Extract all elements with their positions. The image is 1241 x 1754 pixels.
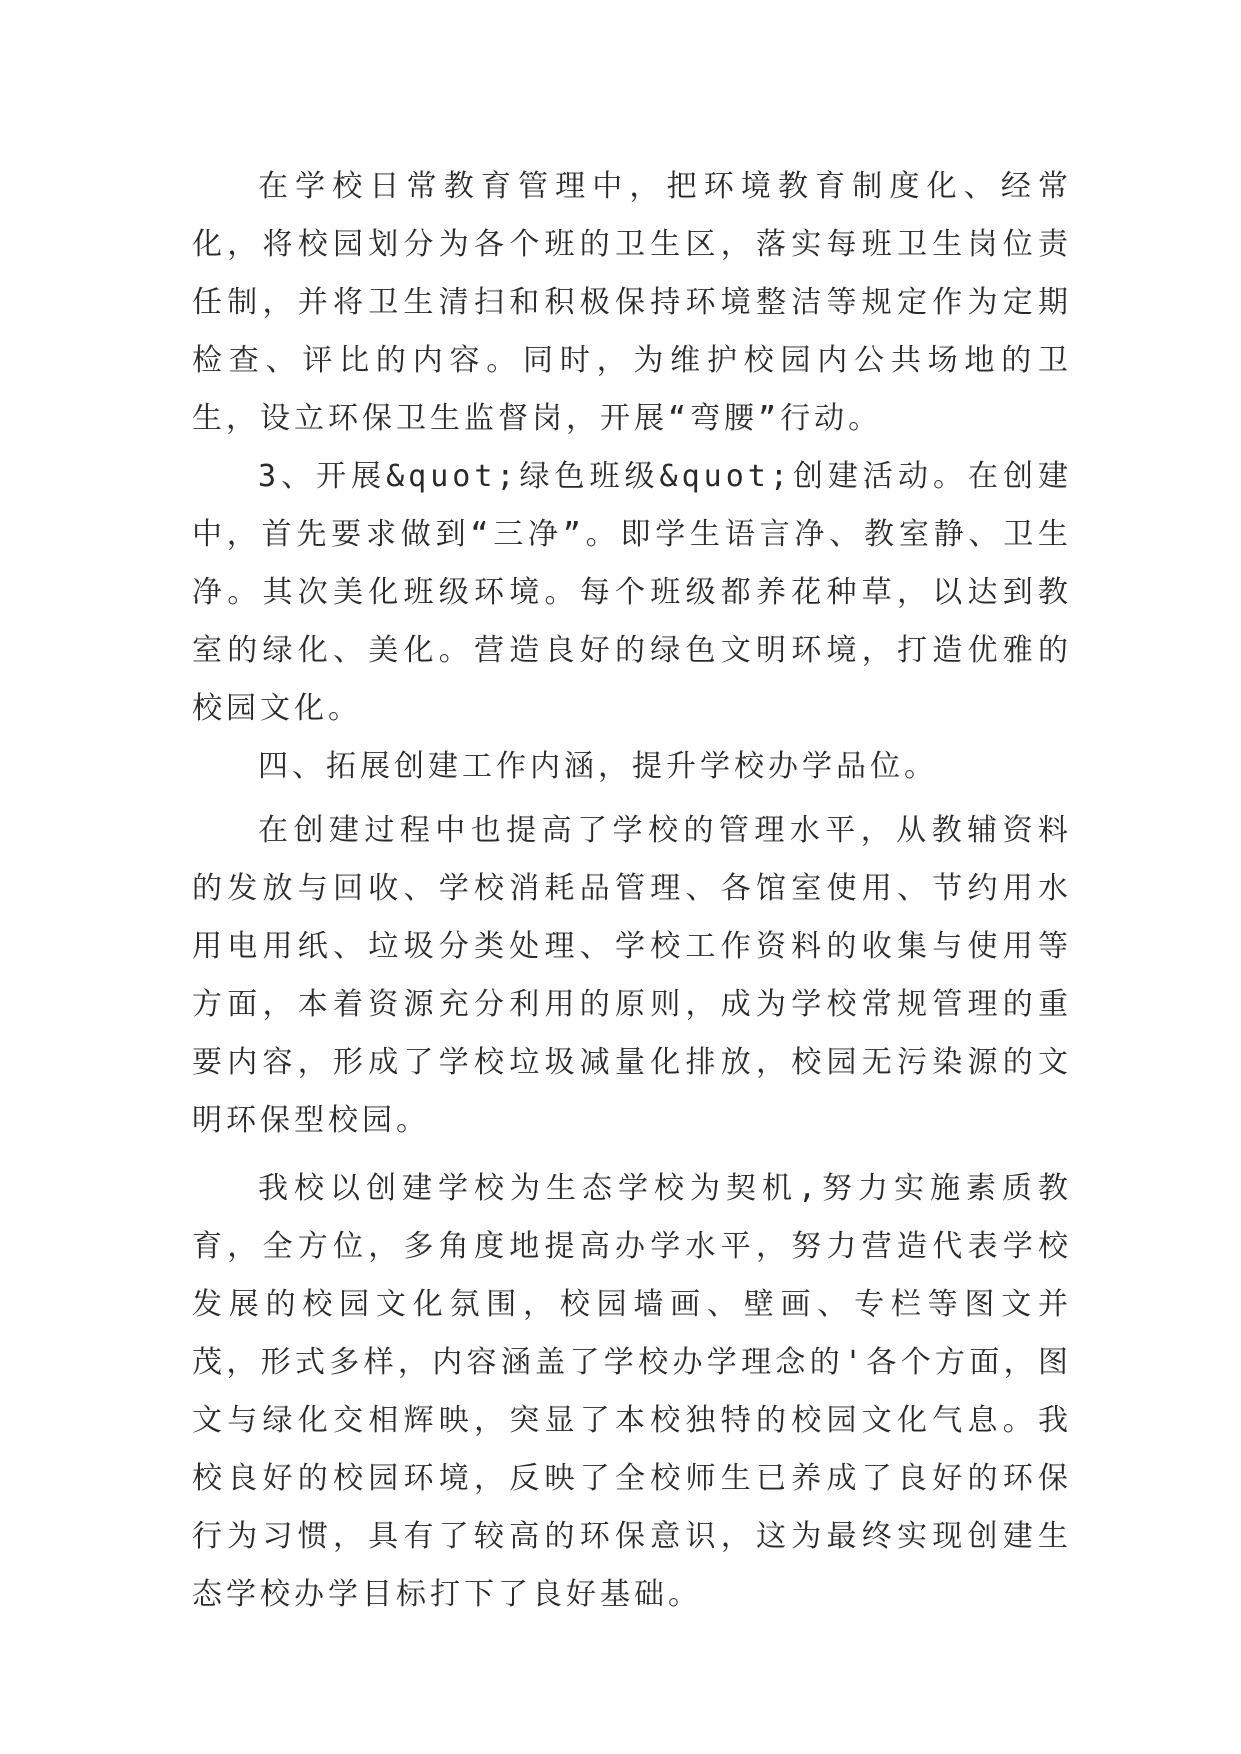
section-heading-four: 四、拓展创建工作内涵，提升学校办学品位。 <box>258 749 938 784</box>
paragraph-campus-culture: 我校以创建学校为生态学校为契机,努力实施素质教育，全方位，多角度地提高办学水平，努力营造代表学校发展的校园文化氛围，校园墙画、壁画、专栏等图文并茂，形式多样，内容涵盖了学校办学理念的'各个方面，图文与绿化交相辉映，突显了本校独特的校园文化气息。我校良好的校园环境，反映了全校师生已养成了良好的环保行为习惯，具有了较高的环保意识，这为最终实现创建生态学校办学目标打下了良好基础。 <box>192 1171 1072 1612</box>
paragraph-management-level: 在创建过程中也提高了学校的管理水平，从教辅资料的发放与回收、学校消耗品管理、各馆室使用、节约用水用电用纸、垃圾分类处理、学校工作资料的收集与使用等方面，本着资源充分利用的原则，成为学校常规管理的重要内容，形成了学校垃圾减量化排放，校园无污染源的文明环保型校园。 <box>192 813 1072 1138</box>
document-body <box>192 158 1072 1624</box>
paragraph-green-class: 3、开展&quot;绿色班级&quot;创建活动。在创建中，首先要求做到“三净”。即学生语言净、教室静、卫生净。其次美化班级环境。每个班级都养花种草，以达到教室的绿化、美化。营造良好的绿色文明环境，打造优雅的校园文化。 <box>192 459 1072 726</box>
paragraph-environment-management: 在学校日常教育管理中，把环境教育制度化、经常化，将校园划分为各个班的卫生区，落实每班卫生岗位责任制，并将卫生清扫和积极保持环境整洁等规定作为定期检查、评比的内容。同时，为维护校园内公共场地的卫生，设立环保卫生监督岗，开展“弯腰”行动。 <box>192 169 1072 436</box>
